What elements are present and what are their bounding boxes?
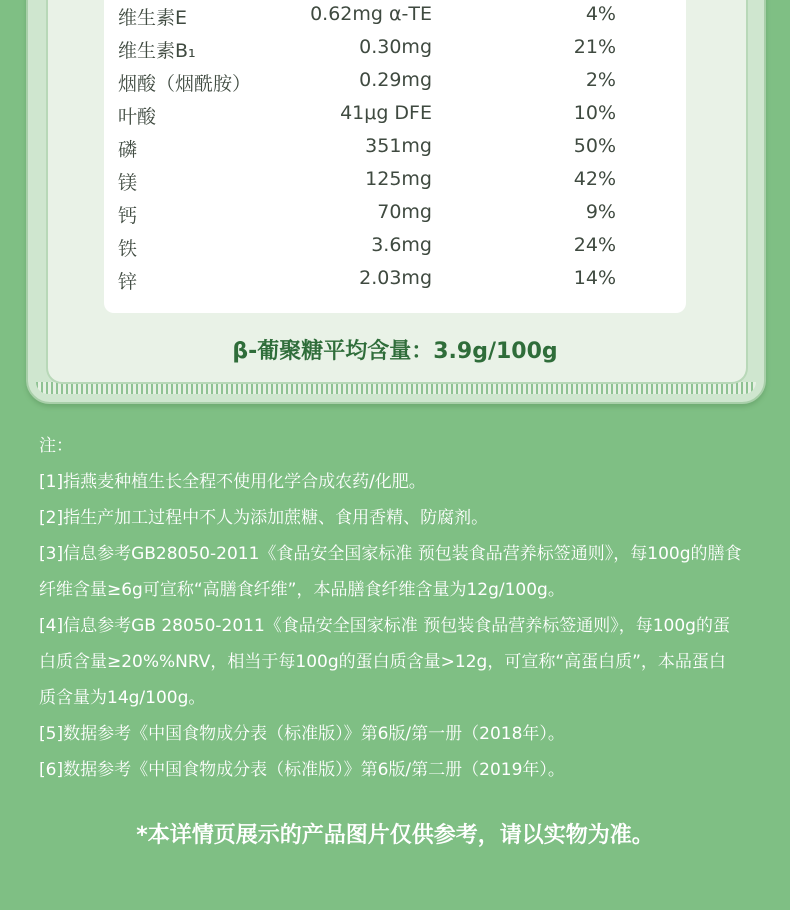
nutrient-nrv: 50%: [573, 135, 616, 157]
nutrient-name: 烟酸（烟酰胺）: [118, 73, 252, 95]
nutrient-amount: 351mg: [365, 135, 432, 157]
nutrient-amount: 0.62mg α-TE: [310, 3, 432, 25]
nutrient-nrv: 2%: [585, 69, 616, 91]
notes-heading: 注：: [39, 436, 73, 456]
nutrient-name: 铁: [118, 238, 138, 260]
table-row: [0, 164, 790, 197]
note-line: [4]信息参考GB 28050-2011《食品安全国家标准 预包装食品营养标签通则》，每100g的蛋: [39, 616, 730, 636]
nutrient-nrv: 24%: [573, 234, 616, 256]
nutrient-amount: 2.03mg: [359, 267, 432, 289]
nutrient-nrv: 10%: [573, 102, 616, 124]
nutrient-amount: 0.30mg: [359, 36, 432, 58]
nutrient-name: 维生素E: [118, 7, 188, 29]
nutrient-nrv: 21%: [573, 36, 616, 58]
note-line: [3]信息参考GB28050-2011《食品安全国家标准 预包装食品营养标签通则》，每100g的膳食: [39, 544, 742, 564]
note-line: [5]数据参考《中国食物成分表（标准版）》第6版/第一册（2018年）。: [39, 724, 565, 744]
table-row: [0, 131, 790, 164]
table-row: [0, 197, 790, 230]
nutrient-amount: 0.29mg: [359, 69, 432, 91]
nutrient-amount: 125mg: [365, 168, 432, 190]
note-line: 纤维含量≥6g可宣称“高膳食纤维”，本品膳食纤维含量为12g/100g。: [39, 580, 565, 600]
nutrient-name: 镁: [118, 172, 138, 194]
nutrient-amount: 3.6mg: [371, 234, 432, 256]
nutrient-nrv: 4%: [585, 3, 616, 25]
note-line: 质含量为14g/100g。: [39, 688, 206, 708]
nutrient-name: 锌: [118, 271, 138, 293]
notes-section: [39, 428, 759, 788]
note-line: [2]指生产加工过程中不人为添加蔗糖、食用香精、防腐剂。: [39, 508, 489, 528]
note-line: 白质含量≥20%%NRV，相当于每100g的蛋白质含量>12g，可宣称“高蛋白质”，本品蛋白: [39, 652, 726, 672]
table-row: [0, 65, 790, 98]
nutrient-name: 磷: [118, 139, 138, 161]
table-row: [0, 32, 790, 65]
table-row: [0, 98, 790, 131]
nutrient-amount: 41μg DFE: [340, 102, 432, 124]
note-line: [1]指燕麦种植生长全程不使用化学合成农药/化肥。: [39, 472, 426, 492]
nutrient-nrv: 42%: [573, 168, 616, 190]
nutrient-name: 叶酸: [118, 106, 157, 128]
disclaimer: *本详情页展示的产品图片仅供参考，请以实物为准。: [136, 823, 654, 848]
nutrient-name: 钙: [118, 205, 138, 227]
table-row: [0, 230, 790, 263]
nutrient-amount: 70mg: [377, 201, 432, 223]
table-row: [0, 263, 790, 296]
nutrient-nrv: 9%: [585, 201, 616, 223]
beta-glucan-content: β-葡聚糖平均含量：3.9g/100g: [232, 339, 558, 364]
nutrient-name: 维生素B₁: [118, 40, 196, 62]
note-line: [6]数据参考《中国食物成分表（标准版）》第6版/第二册（2019年）。: [39, 760, 565, 780]
table-row: [0, 0, 790, 32]
nutrient-nrv: 14%: [573, 267, 616, 289]
